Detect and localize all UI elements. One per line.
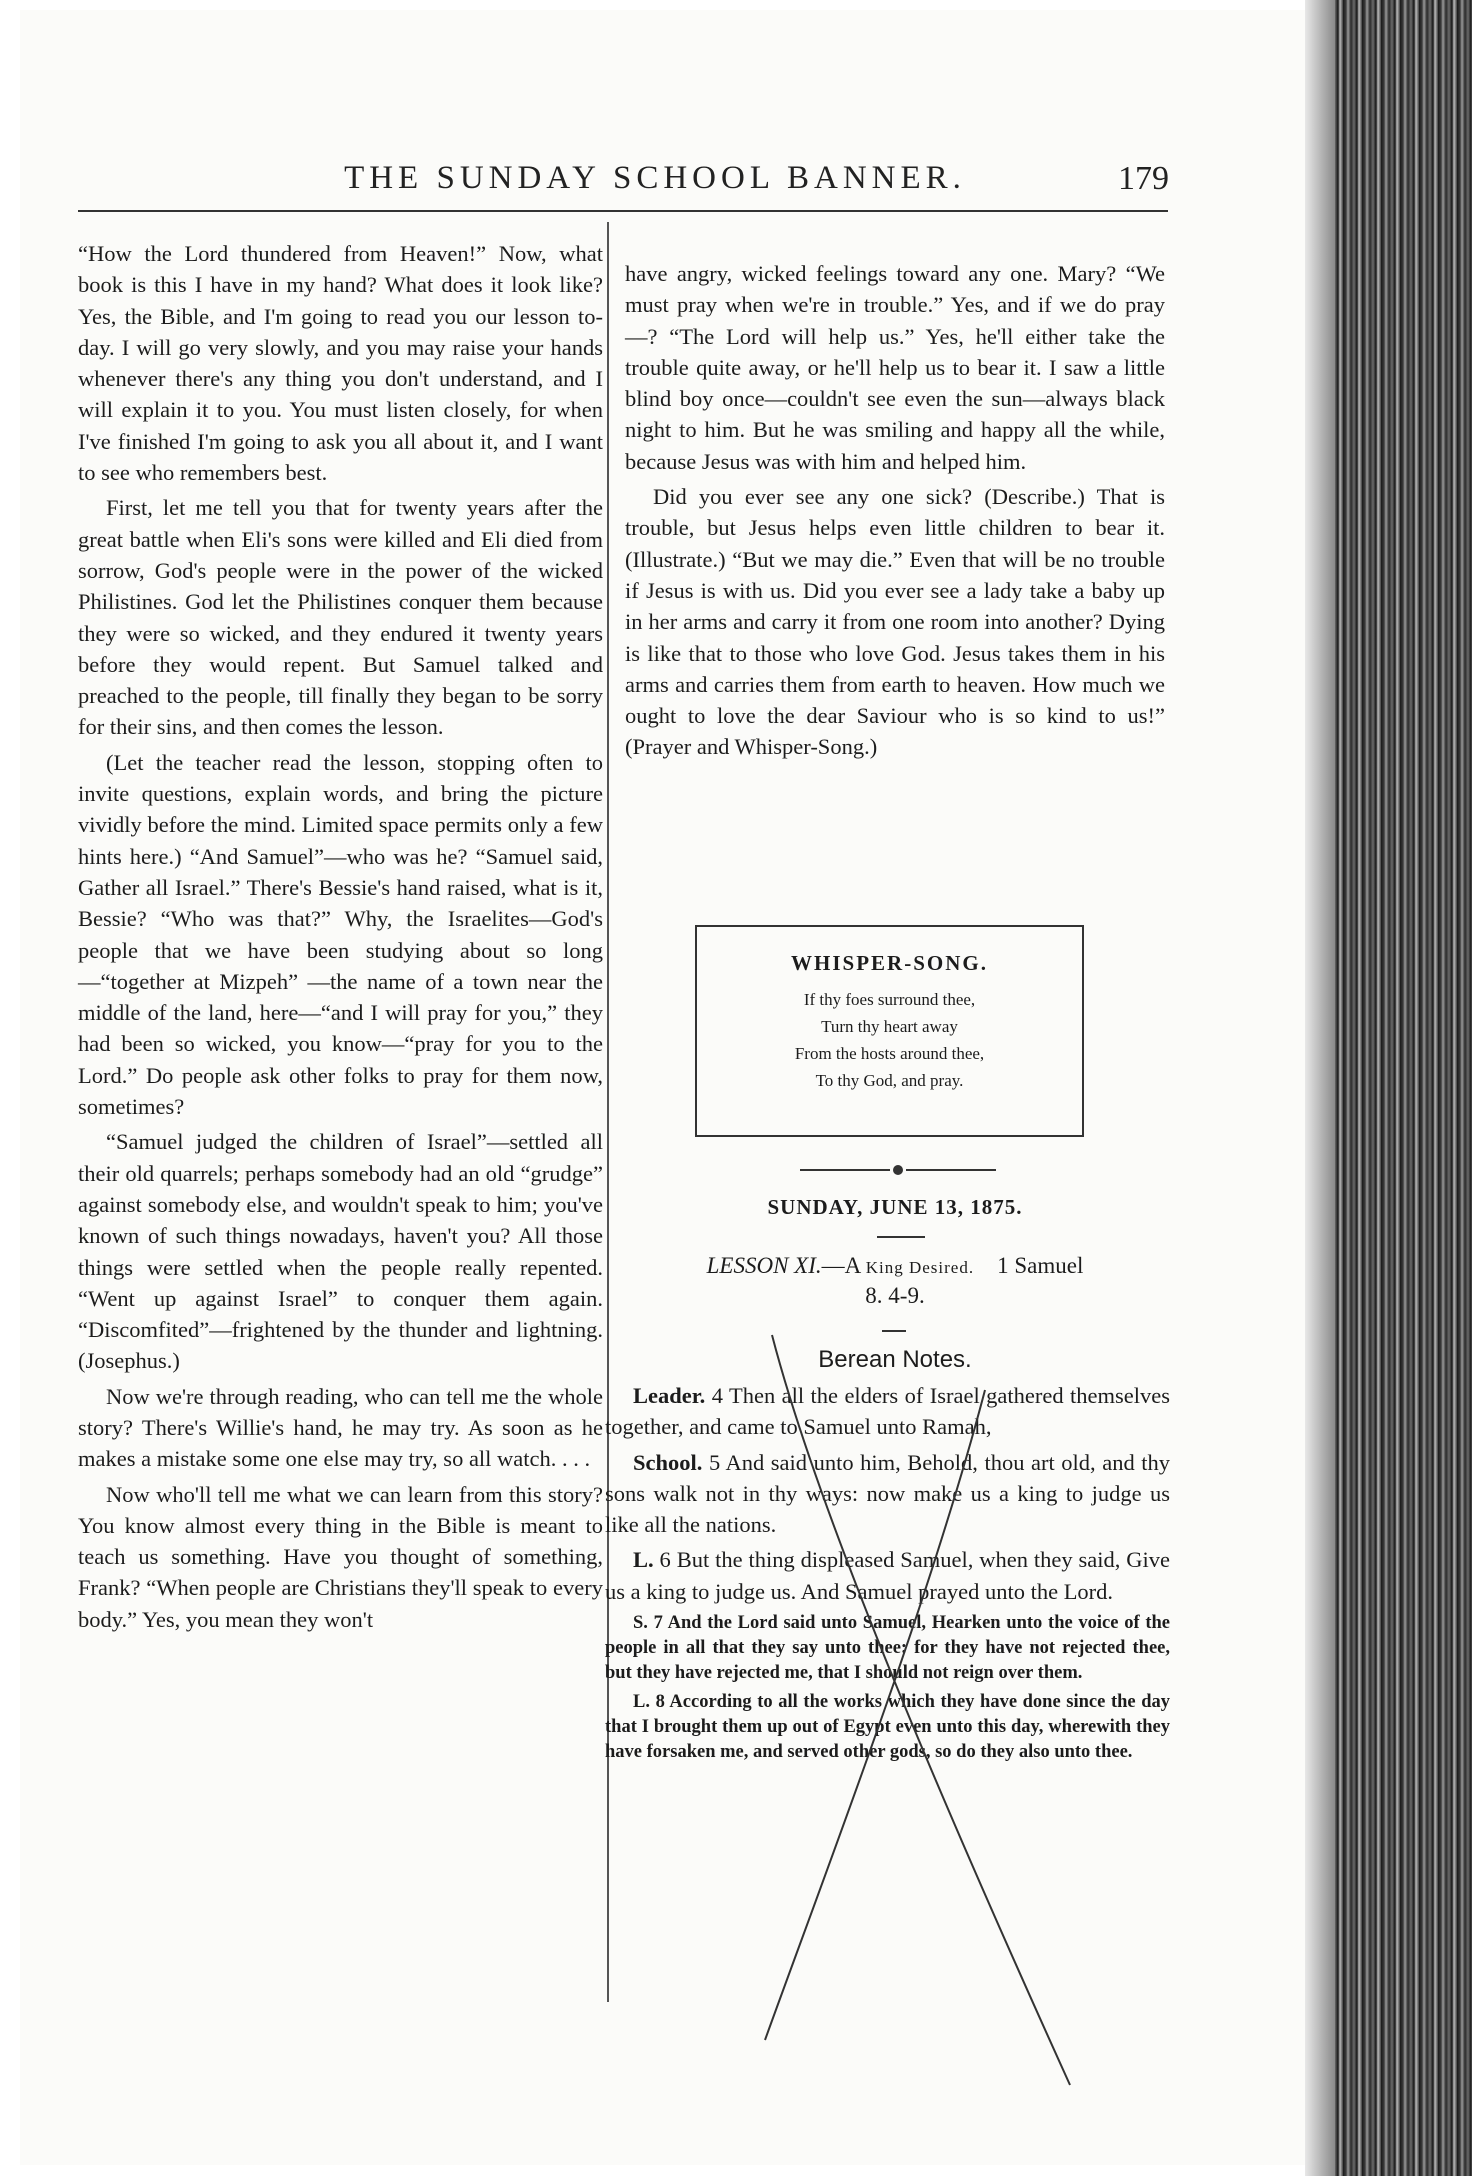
- verse-speaker: L.: [633, 1692, 650, 1713]
- song-line: If thy foes surround thee,: [803, 990, 976, 1009]
- lesson-heading: [625, 1252, 1165, 1310]
- verse-speaker: School.: [633, 1449, 703, 1475]
- lesson-reference: 1 Samuel: [997, 1253, 1084, 1278]
- song-line: Turn thy heart away: [821, 1017, 958, 1036]
- whisper-song-title: WHISPER-SONG.: [791, 951, 988, 975]
- verse-text: 7 And the Lord said unto Samuel, Hearken unto the voice of the people in all that they say unto thee: for they have not rejected thee, but they have rejected me, that I should not reign over them.: [605, 1613, 1170, 1684]
- section-ornament: [800, 1163, 1000, 1177]
- paragraph: Now who'll tell me what we can learn from this story? You know almost every thing in the Bible is meant to teach us something. Have you thought of something, Frank? “When people are Christians they'll speak to every body.” Yes, you mean they won't: [78, 1481, 603, 1632]
- verse: [605, 1690, 1170, 1765]
- paragraph: (Let the teacher read the lesson, stopping often to invite questions, explain words, and bring the picture vividly before the mind. Limited space permits only a few hints here.) “And Samuel”—who was he? “Samuel said, Gather all Israel.” There's Bessie's hand raised, what is it, Bessie? “Who was that?” Why, the Israelites—God's people that we have been studying about so long—“together at Mizpeh” —the name of a town near the middle of the land, here—“and I will pray for you,” they had been so wicked, you know—“pray for you to the Lord.” Do people ask other folks to pray for them now, sometimes?: [78, 749, 603, 1120]
- divider-rule: [877, 1236, 925, 1238]
- lesson-number: LESSON XI.: [706, 1253, 822, 1278]
- paragraph: Did you ever see any one sick? (Describe.) That is trouble, but Jesus helps even little children to bear it. (Illustrate.) “But we may die.” Even that will be no trouble if Jesus is with us. Did you ever see a lady take a baby up in her arms and carry it from one room into another? Dying is like that to those who love God. Jesus takes them in his arms and carries them from earth to heaven. How much we ought to love the dear Saviour who is so kind to us!” (Prayer and Whisper-Song.): [625, 484, 1165, 760]
- lesson-reference-verses: 8. 4-9.: [865, 1283, 925, 1308]
- verse-speaker: L.: [633, 1547, 654, 1573]
- paragraph: Now we're through reading, who can tell me the whole story? There's Willie's hand, he may try. As soon as he makes a mistake some one else may try, so all watch. . . .: [78, 1383, 603, 1472]
- header-rule: [78, 210, 1168, 212]
- verse: [605, 1544, 1170, 1607]
- berean-notes: [605, 1380, 1170, 1769]
- berean-notes-heading: Berean Notes.: [818, 1346, 972, 1373]
- verse-text: 6 But the thing displeased Samuel, when they said, Give us a king to judge us. And Samuel prayed unto the Lord.: [605, 1547, 1171, 1604]
- lesson-dash: —A: [821, 1253, 866, 1278]
- lesson-title: King Desired.: [865, 1258, 975, 1277]
- paragraph: “Samuel judged the children of Israel”—settled all their old quarrels; perhaps somebody had an old “grudge” against somebody else, and wouldn't speak to him; you've known of such things nowadays, haven't you? All those things were settled when the people really repented. “Went up against Israel” to conquer them again. “Discomfited”—frightened by the thunder and lightning. (Josephus.): [78, 1129, 603, 1374]
- right-column: [625, 258, 1165, 767]
- paragraph: “How the Lord thundered from Heaven!” Now, what book is this I have in my hand? What does it look like? Yes, the Bible, and I'm going to read you our lesson to-day. I will go very slowly, and you may raise your hands whenever there's any thing you don't understand, and I will explain it to you. You must listen closely, for when I've finished I'm going to ask you all about it, and I want to see who remembers best.: [78, 241, 603, 486]
- page-gutter-shadow: [1305, 0, 1335, 2176]
- running-title: THE SUNDAY SCHOOL BANNER.: [344, 160, 966, 196]
- verse-speaker: Leader.: [633, 1383, 706, 1408]
- verse: [605, 1611, 1170, 1686]
- verse-text: 8 According to all the works which they have done since the day that I brought them up out of Egypt even unto this day, wherewith they have forsaken me, and served other gods, so do they also unto thee.: [605, 1692, 1171, 1763]
- verse-text: 4 Then all the elders of Israel gathered themselves together, and came to Samuel unto Ramah,: [605, 1383, 1170, 1440]
- lesson-date: SUNDAY, JUNE 13, 1875.: [767, 1195, 1023, 1219]
- verse-text: 5 And said unto him, Behold, thou art old, and thy sons walk not in thy ways: now make us a king to judge us like all the nations.: [605, 1449, 1170, 1538]
- page-number: 179: [1118, 160, 1169, 197]
- verse: [605, 1447, 1170, 1541]
- verse-speaker: S.: [633, 1613, 648, 1634]
- whisper-song-box: [695, 925, 1084, 1137]
- divider-rule: [882, 1330, 906, 1332]
- verse: [605, 1380, 1170, 1443]
- song-line: From the hosts around thee,: [794, 1044, 985, 1063]
- left-column: [78, 238, 603, 1639]
- song-line: To thy God, and pray.: [815, 1071, 964, 1090]
- paragraph: have angry, wicked feelings toward any one. Mary? “We must pray when we're in trouble.” Yes, and if we do pray—? “The Lord will help us.” Yes, he'll either take the trouble quite away, or he'll help us to bear it. I saw a little blind boy once—couldn't see even the sun—always black night to him. But he was smiling and happy all the while, because Jesus was with him and helped him.: [625, 261, 1165, 474]
- paragraph: First, let me tell you that for twenty years after the great battle when Eli's sons were killed and Eli died from sorrow, God's people were in the power of the wicked Philistines. God let the Philistines conquer them because they were so wicked, and they endured it twenty years before they would repent. But Samuel talked and preached to the people, till finally they began to be sorry for their sins, and then comes the lesson.: [78, 495, 603, 740]
